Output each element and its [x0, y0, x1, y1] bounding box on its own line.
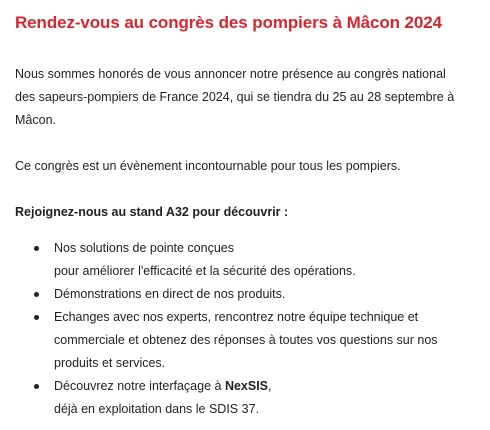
highlight-paragraph: Ce congrès est un évènement incontournable pour tous les pompiers.: [15, 159, 401, 173]
feature-text: déjà en exploitation dans le SDIS 37.: [54, 402, 259, 416]
bullet-icon: [34, 315, 39, 320]
feature-text: pour améliorer l'efficacité et la sécurité des opérations.: [54, 264, 356, 278]
feature-text: commerciale et obtenez des réponses à toutes vos questions sur nos: [54, 333, 438, 347]
bullet-icon: [34, 292, 39, 297]
feature-text: [54, 375, 482, 398]
feature-suffix: ,: [268, 379, 272, 393]
feature-list: [15, 237, 482, 421]
bullet-icon: [34, 246, 39, 251]
feature-text: Démonstrations en direct de nos produits.: [54, 287, 286, 301]
list-item: [15, 237, 482, 283]
bullet-icon: [34, 384, 39, 389]
feature-text: Echanges avec nos experts, rencontrez notre équipe technique et: [54, 310, 419, 324]
list-item: [15, 306, 482, 375]
list-item: [15, 375, 482, 421]
feature-prefix: Découvrez notre interfaçage à: [54, 379, 225, 393]
intro-paragraph: [15, 63, 482, 132]
feature-text: Nos solutions de pointe conçues: [54, 241, 234, 255]
feature-text: produits et services.: [54, 356, 166, 370]
intro-line-2: des sapeurs-pompiers de France 2024, qui se tiendra du 25 au 28 septembre à: [15, 90, 455, 104]
intro-line-1: Nous sommes honorés de vous annoncer notre présence au congrès national: [15, 67, 446, 81]
stand-call: Rejoignez-nous au stand A32 pour découvrir :: [15, 205, 289, 219]
headline: Rendez-vous au congrès des pompiers à Mâcon 2024: [15, 13, 442, 32]
list-item: [15, 283, 482, 306]
intro-line-3: Mâcon.: [15, 113, 56, 127]
brand-name: NexSIS: [224, 379, 269, 393]
